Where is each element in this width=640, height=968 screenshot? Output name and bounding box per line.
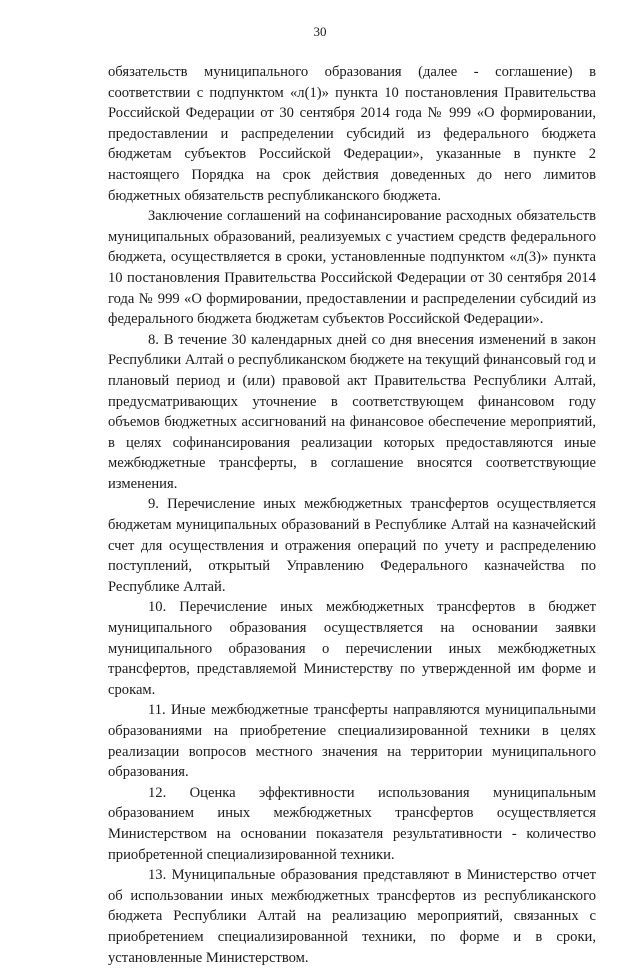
paragraph-item-10: 10. Перечисление иных межбюджетных трансфертов в бюджет муниципального образования осуществляется на основании заявки муниципального образования о перечислении иных межбюджетных трансфертов, представляемой Министерству по утвержденной им форме и срокам. [108,599,596,698]
document-body [108,62,596,968]
paragraph-item-13: 13. Муниципальные образования представляют в Министерство отчет об использовании иных межбюджетных трансфертов из республиканского бюджета Республики Алтай на реализацию мероприятий, связанных с приобретением специализированной техники, по форме и в сроки, установленные Министерством. [108,867,596,966]
paragraph-item-9: 9. Перечисление иных межбюджетных трансфертов осуществляется бюджетам муниципальных образований в Республике Алтай на казначейский счет для осуществления и отражения операций по учету и распределению поступлений, открытый Управлению Федерального казначейства по Республике Алтай. [108,496,596,595]
paragraph-item-12: 12. Оценка эффективности использования муниципальным образованием иных межбюджетных трансфертов осуществляется Министерством на основании показателя результативности - количество приобретенной специализированной техники. [108,784,596,863]
paragraph-item-11: 11. Иные межбюджетные трансферты направляются муниципальными образованиями на приобретение специализированной техники в целях реализации вопросов местного значения на территории муниципального образования. [108,702,596,781]
page-number: 30 [313,24,327,39]
paragraph-agreement-terms: Заключение соглашений на софинансирование расходных обязательств муниципальных образований, реализуемых с участием средств федерального бюджета, осуществляется в сроки, установленные подпунктом «л(3)» пункта 10 постановления Правительства Российской Федерации от 30 сентября 2014 года № 999 «О формировании, предоставлении и распределении субсидий из федерального бюджета бюджетам субъектов Российской Федерации». [108,208,596,328]
paragraph-continuation: обязательств муниципального образования (далее - соглашение) в соответствии с подпунктом «л(1)» пункта 10 постановления Правительства Российской Федерации от 30 сентября 2014 года № 999 «О формировании, предоставлении и распределении субсидий из федерального бюджета бюджетам субъектов Российской Федерации», указанные в пункте 2 настоящего Порядка на срок действия доведенных до него лимитов бюджетных обязательств республиканского бюджета. [108,64,596,204]
paragraph-item-8: 8. В течение 30 календарных дней со дня внесения изменений в закон Республики Алтай о республиканском бюджете на текущий финансовый год и плановый период и (или) правовой акт Правительства Республики Алтай, предусматривающих уточнение в соответствующем финансовом году объемов бюджетных ассигнований на финансовое обеспечение мероприятий, в целях софинансирования реализации которых предоставляются иные межбюджетные трансферты, в соглашение вносятся соответствующие изменения. [108,331,596,492]
